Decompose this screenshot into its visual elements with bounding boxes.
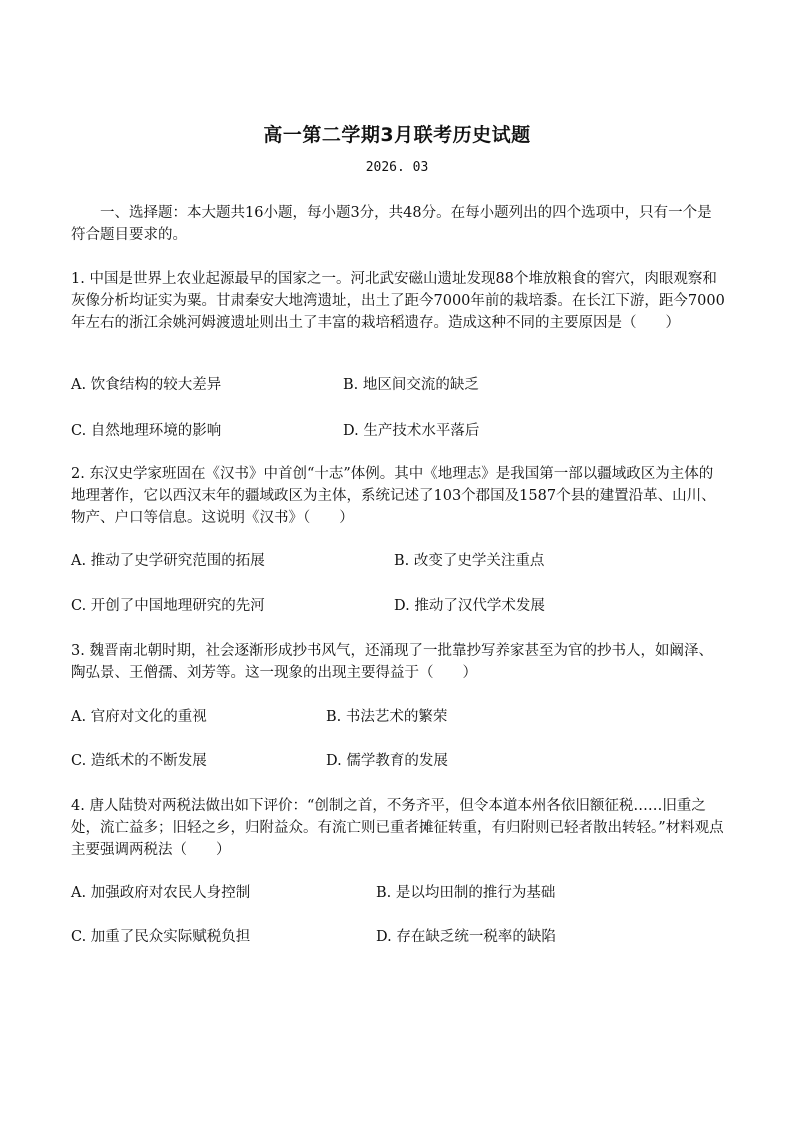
question-1-option-b[interactable]: B. 地区间交流的缺乏 xyxy=(343,377,479,393)
question-1-option-d[interactable]: D. 生产技术水平落后 xyxy=(343,423,480,439)
question-1-stem: 1. 中国是世界上农业起源最早的国家之一。河北武安磁山遗址发现88个堆放粮食的窖穴，肉眼观察和灰像分析均证实为粟。甘肃秦安大地湾遗址，出土了距今7000年前的栽培黍。在长江下游，距今7000年左右的浙江余姚河姆渡遗址则出土了丰富的栽培稻遗存。造成这种不同的主要原因是（ ） xyxy=(71,271,725,331)
question-1-option-a[interactable]: A. 饮食结构的较大差异 xyxy=(71,377,222,393)
question-4-option-a[interactable]: A. 加强政府对农民人身控制 xyxy=(71,885,251,901)
page-title: 高一第二学期3月联考历史试题 xyxy=(263,124,531,146)
question-3-stem: 3. 魏晋南北朝时期，社会逐渐形成抄书风气，还涌现了一批靠抄写养家甚至为官的抄书人，如阚泽、陶弘景、王僧孺、刘芳等。这一现象的出现主要得益于（ ） xyxy=(71,643,713,681)
question-4-option-b[interactable]: B. 是以均田制的推行为基础 xyxy=(376,885,556,901)
question-3-option-b[interactable]: B. 书法艺术的繁荣 xyxy=(326,709,448,725)
question-2-option-c[interactable]: C. 开创了中国地理研究的先河 xyxy=(71,598,265,614)
question-2-option-d[interactable]: D. 推动了汉代学术发展 xyxy=(394,598,545,614)
section-instructions: 一、选择题：本大题共16小题，每小题3分，共48分。在每小题列出的四个选项中，只有一个是符合题目要求的。 xyxy=(71,205,712,243)
question-1-option-c[interactable]: C. 自然地理环境的影响 xyxy=(71,423,222,439)
question-4-option-c[interactable]: C. 加重了民众实际赋税负担 xyxy=(71,929,251,945)
question-4-option-d[interactable]: D. 存在缺乏统一税率的缺陷 xyxy=(376,929,556,945)
question-3-option-a[interactable]: A. 官府对文化的重视 xyxy=(71,709,207,725)
question-4-stem: 4. 唐人陆贽对两税法做出如下评价：“创制之首，不务齐平，但令本道本州各依旧额征税……旧重之处，流亡益多；旧轻之乡，归附益众。有流亡则已重者摊征转重，有归附则已轻者散出转轻。”材料观点主要强调两税法（ ） xyxy=(71,798,724,858)
question-3-option-c[interactable]: C. 造纸术的不断发展 xyxy=(71,753,207,769)
question-2-option-b[interactable]: B. 改变了史学关注重点 xyxy=(394,553,545,569)
question-2-option-a[interactable]: A. 推动了史学研究范围的拓展 xyxy=(71,553,265,569)
question-2-stem: 2. 东汉史学家班固在《汉书》中首创“十志”体例。其中《地理志》是我国第一部以疆域政区为主体的地理著作，它以西汉末年的疆域政区为主体，系统记述了103个郡国及1587个县的建置沿革、山川、物产、户口等信息。这说明《汉书》（ ） xyxy=(71,466,716,526)
exam-date: 2026. 03 xyxy=(365,160,429,175)
question-3-option-d[interactable]: D. 儒学教育的发展 xyxy=(326,753,448,769)
